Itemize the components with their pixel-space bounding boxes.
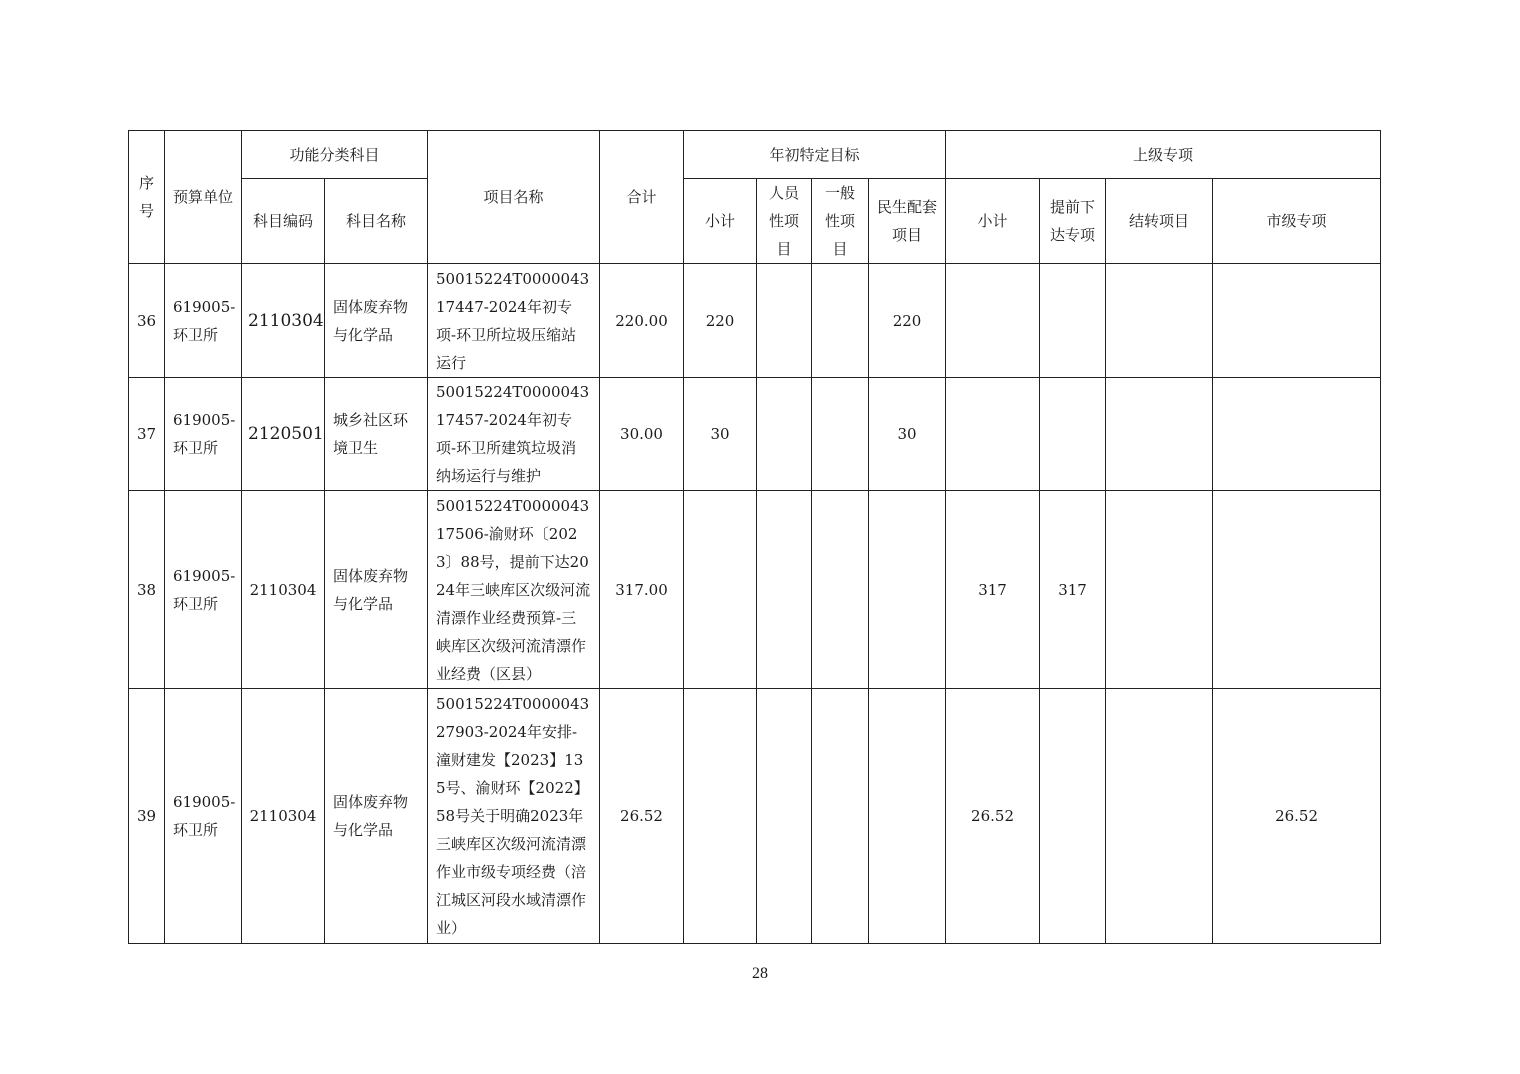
header-advance: 提前下达专项 <box>1040 179 1106 264</box>
cell-seq: 39 <box>129 689 165 944</box>
cell-advance <box>1040 378 1106 491</box>
page-number: 28 <box>752 965 768 982</box>
cell-project: 50015224T000004317506-渝财环〔2023〕88号，提前下达2024年三峡库区次级河流清漂作业经费预算-三峡库区次级河流清漂作业经费（区县） <box>428 491 600 689</box>
header-project-name: 项目名称 <box>428 131 600 264</box>
cell-total: 26.52 <box>600 689 684 944</box>
cell-personnel <box>757 378 812 491</box>
cell-seq: 38 <box>129 491 165 689</box>
header-initial-group: 年初特定目标 <box>684 131 946 179</box>
cell-name: 固体废弃物与化学品 <box>325 689 428 944</box>
cell-unit: 619005-环卫所 <box>165 491 242 689</box>
table-row <box>129 689 1381 944</box>
cell-code: 2110304 <box>242 264 325 378</box>
cell-initial-subtotal <box>684 689 757 944</box>
cell-carryover <box>1106 378 1213 491</box>
header-superior-group: 上级专项 <box>946 131 1381 179</box>
header-superior-subtotal: 小计 <box>946 179 1040 264</box>
table-row <box>129 491 1381 689</box>
cell-livelihood <box>869 689 946 944</box>
cell-carryover <box>1106 264 1213 378</box>
cell-carryover <box>1106 689 1213 944</box>
cell-name: 固体废弃物与化学品 <box>325 491 428 689</box>
cell-seq: 37 <box>129 378 165 491</box>
cell-personnel <box>757 689 812 944</box>
cell-municipal: 26.52 <box>1213 689 1381 944</box>
cell-municipal <box>1213 264 1381 378</box>
header-subject-name: 科目名称 <box>325 179 428 264</box>
cell-initial-subtotal: 30 <box>684 378 757 491</box>
header-livelihood: 民生配套项目 <box>869 179 946 264</box>
cell-livelihood: 30 <box>869 378 946 491</box>
cell-code: 2110304 <box>242 491 325 689</box>
cell-name: 固体废弃物与化学品 <box>325 264 428 378</box>
cell-superior-subtotal: 26.52 <box>946 689 1040 944</box>
cell-general <box>812 264 869 378</box>
cell-unit: 619005-环卫所 <box>165 378 242 491</box>
cell-general <box>812 378 869 491</box>
header-total: 合计 <box>600 131 684 264</box>
cell-general <box>812 689 869 944</box>
cell-advance <box>1040 689 1106 944</box>
budget-table <box>128 130 1381 944</box>
cell-seq: 36 <box>129 264 165 378</box>
header-seq: 序号 <box>129 131 165 264</box>
cell-total: 317.00 <box>600 491 684 689</box>
cell-total: 220.00 <box>600 264 684 378</box>
cell-code: 2120501 <box>242 378 325 491</box>
cell-project: 50015224T000004327903-2024年安排-潼财建发【2023】135号、渝财环【2022】58号关于明确2023年三峡库区次级河流清漂作业市级专项经费（涪江城区河段水域清漂作业） <box>428 689 600 944</box>
header-general: 一般性项目 <box>812 179 869 264</box>
cell-advance <box>1040 264 1106 378</box>
header-initial-subtotal: 小计 <box>684 179 757 264</box>
cell-unit: 619005-环卫所 <box>165 689 242 944</box>
cell-municipal <box>1213 491 1381 689</box>
cell-personnel <box>757 264 812 378</box>
cell-livelihood <box>869 491 946 689</box>
table-body <box>129 264 1381 944</box>
cell-livelihood: 220 <box>869 264 946 378</box>
cell-name: 城乡社区环境卫生 <box>325 378 428 491</box>
cell-advance: 317 <box>1040 491 1106 689</box>
table-row <box>129 378 1381 491</box>
header-personnel: 人员性项目 <box>757 179 812 264</box>
header-func-group: 功能分类科目 <box>242 131 428 179</box>
header-municipal: 市级专项 <box>1213 179 1381 264</box>
header-carryover: 结转项目 <box>1106 179 1213 264</box>
cell-project: 50015224T000004317447-2024年初专项-环卫所垃圾压缩站运行 <box>428 264 600 378</box>
cell-project: 50015224T000004317457-2024年初专项-环卫所建筑垃圾消纳场运行与维护 <box>428 378 600 491</box>
cell-municipal <box>1213 378 1381 491</box>
cell-code: 2110304 <box>242 689 325 944</box>
cell-superior-subtotal: 317 <box>946 491 1040 689</box>
header-unit: 预算单位 <box>165 131 242 264</box>
cell-initial-subtotal <box>684 491 757 689</box>
cell-general <box>812 491 869 689</box>
cell-carryover <box>1106 491 1213 689</box>
cell-total: 30.00 <box>600 378 684 491</box>
cell-initial-subtotal: 220 <box>684 264 757 378</box>
cell-unit: 619005-环卫所 <box>165 264 242 378</box>
cell-personnel <box>757 491 812 689</box>
header-subject-code: 科目编码 <box>242 179 325 264</box>
table-header <box>129 131 1381 264</box>
cell-superior-subtotal <box>946 378 1040 491</box>
table-row <box>129 264 1381 378</box>
cell-superior-subtotal <box>946 264 1040 378</box>
